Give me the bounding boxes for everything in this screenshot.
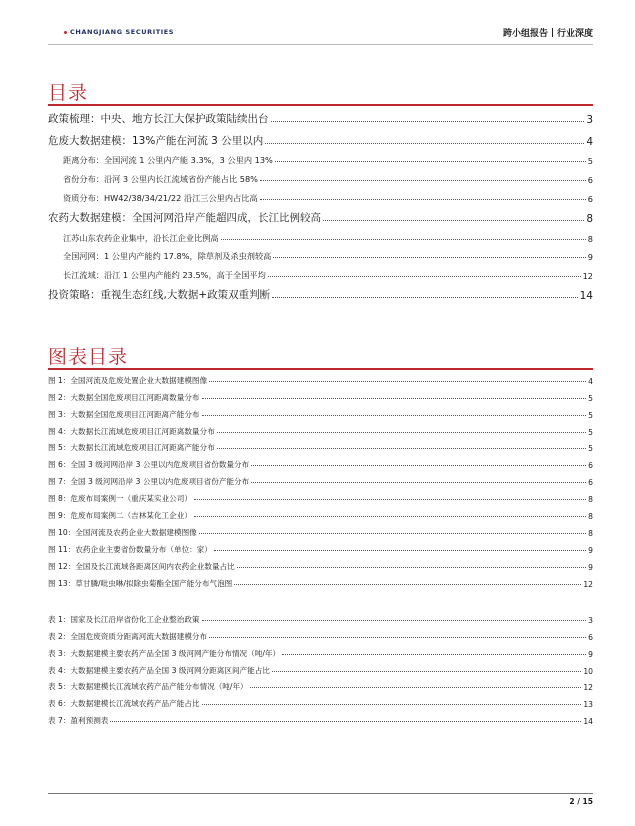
figure-entry[interactable] (48, 555, 593, 572)
toc-entry-page: 6 (587, 174, 593, 185)
figure-entry-page: 9 (588, 562, 593, 572)
figure-entry-page: 9 (588, 545, 593, 555)
figure-entry[interactable] (48, 420, 593, 437)
table-entry-page: 3 (588, 615, 593, 625)
table-entry[interactable] (48, 676, 593, 693)
dot-leader (260, 180, 586, 181)
toc-entry[interactable] (48, 105, 593, 126)
dot-leader (234, 584, 581, 585)
figure-entry[interactable] (48, 437, 593, 454)
figure-entry-label: 图 11：农药企业主要省份数量分布（单位：家） (48, 544, 212, 554)
figure-entry[interactable] (48, 386, 593, 403)
toc-entry[interactable] (48, 126, 593, 147)
figure-entry-label: 图 10：全国河流及农药企业大数据建模图像 (48, 527, 197, 537)
figure-entry-label: 图 5：大数据长江流域危废项目江河距离产能分布 (48, 443, 215, 453)
figure-entry-page: 5 (588, 427, 593, 437)
dot-leader (237, 567, 586, 568)
dot-leader (202, 398, 587, 399)
dot-leader (272, 671, 581, 672)
toc-entry-page: 8 (586, 212, 593, 225)
report-category (503, 26, 593, 39)
table-list (48, 608, 593, 726)
table-entry[interactable] (48, 692, 593, 709)
dot-leader (323, 220, 584, 221)
dot-leader (250, 687, 582, 688)
toc-entry-page: 5 (587, 156, 593, 167)
toc-entry[interactable] (48, 185, 593, 204)
table-entry-page: 6 (588, 632, 593, 642)
company-logo-text: CHANGJIANG SECURITIES (70, 28, 175, 36)
table-entry[interactable] (48, 608, 593, 625)
figure-entry-page: 5 (588, 444, 593, 454)
table-entry-page: 14 (583, 717, 593, 727)
figure-entry-label: 图 12：全国及长江流域各距离区间内农药企业数量占比 (48, 561, 235, 571)
figure-entry-label: 图 8：危废布局案例一（重庆某实业公司） (48, 494, 192, 504)
dot-leader (217, 448, 586, 449)
dot-leader (214, 550, 586, 551)
table-entry-page: 9 (588, 649, 593, 659)
figure-entry-page: 8 (588, 528, 593, 538)
report-group: 跨小组报告 (502, 29, 548, 39)
toc-entry-label: 投资策略：重视生态红线,大数据+政策双重判断 (48, 289, 271, 302)
toc-entry-page: 8 (587, 233, 593, 244)
toc-entry[interactable] (48, 225, 593, 244)
figure-entry-label: 图 9：危废布局案例二（吉林某化工企业） (48, 511, 192, 521)
dot-leader (271, 121, 585, 122)
dot-leader (273, 257, 585, 258)
table-entry-page: 12 (583, 683, 593, 693)
dot-leader (265, 143, 584, 144)
toc-entry-page: 12 (582, 270, 593, 281)
table-entry-label: 表 5：大数据建模长江流域农药产品产能分布情况（吨/年） (48, 682, 248, 692)
figure-entry-label: 图 4：大数据长江流域危废项目江河距离数量分布 (48, 426, 215, 436)
table-entry-label: 表 3：大数据建模主要农药产品全国 3 级河网产能分布情况（吨/年） (48, 648, 281, 658)
table-entry-label: 表 6：大数据建模长江流域农药产品产能占比 (48, 699, 200, 709)
page-header (48, 26, 593, 46)
table-entry[interactable] (48, 625, 593, 642)
dot-leader (202, 415, 587, 416)
figure-entry[interactable] (48, 487, 593, 504)
table-entry-page: 10 (583, 666, 593, 676)
table-entry[interactable] (48, 709, 593, 726)
page-indicator: 2 / 15 (569, 797, 593, 806)
figure-entry-page: 8 (588, 495, 593, 505)
figure-entry[interactable] (48, 521, 593, 538)
footer-divider (48, 793, 593, 794)
dot-leader (110, 721, 581, 722)
figure-entry-page: 5 (588, 393, 593, 403)
dot-leader (202, 620, 587, 621)
figure-entry[interactable] (48, 453, 593, 470)
figure-entry[interactable] (48, 572, 593, 589)
figure-entry-label: 图 6：全国 3 级河网沿岸 3 公里以内危废项目省份数量分布 (48, 460, 250, 470)
table-entry-label: 表 2：全国危废资质分距离河流大数据建模分布 (48, 631, 208, 641)
table-entry[interactable] (48, 659, 593, 676)
dot-leader (272, 297, 577, 298)
figure-entry-label: 图 1：全国河流及危废处置企业大数据建模图像 (48, 375, 208, 385)
toc-list (48, 105, 593, 302)
toc-entry-label: 全国河网：1 公里内产能约 17.8%，除草剂及杀虫剂较高 (63, 251, 272, 262)
report-type: 行业深度 (556, 29, 593, 39)
dot-leader (217, 432, 586, 433)
toc-entry-label: 长江流域：沿江 1 公里内产能约 23.5%，高于全国平均 (63, 269, 266, 280)
dot-leader (268, 276, 581, 277)
figure-entry[interactable] (48, 504, 593, 521)
figure-entry[interactable] (48, 470, 593, 487)
dot-leader (199, 533, 586, 534)
toc-entry-page: 14 (579, 290, 593, 303)
header-divider (48, 44, 593, 45)
figure-entry[interactable] (48, 403, 593, 420)
figure-entry-label: 图 3：大数据全国危废项目江河距离产能分布 (48, 409, 200, 419)
toc-entry-label: 资质分布：HW42/38/34/21/22 沿江三公里内占比高 (63, 192, 258, 203)
table-entry[interactable] (48, 642, 593, 659)
toc-entry-label: 省份分布：沿河 3 公里内长江流域省份产能占比 58% (63, 173, 258, 184)
dot-leader (260, 199, 586, 200)
figure-entry-label: 图 2：大数据全国危废项目江河距离数量分布 (48, 392, 200, 402)
figure-entry-page: 8 (588, 512, 593, 522)
toc-title: 目录 (48, 82, 89, 104)
dot-leader (282, 654, 586, 655)
dot-leader (209, 381, 586, 382)
dot-leader (202, 704, 582, 705)
dot-leader (251, 482, 586, 483)
toc-entry-label: 农药大数据建模：全国河网沿岸产能超四成，长江比例较高 (48, 211, 321, 224)
dot-leader (221, 239, 586, 240)
toc-entry[interactable] (48, 148, 593, 167)
toc-entry-page: 3 (586, 114, 593, 127)
figure-entry-page: 12 (583, 579, 593, 589)
dot-leader (251, 465, 586, 466)
figure-entry-page: 6 (588, 461, 593, 471)
toc-entry[interactable] (48, 281, 593, 302)
toc-entry-page: 4 (586, 135, 593, 148)
dot-leader (194, 516, 586, 517)
toc-entry[interactable] (48, 244, 593, 263)
toc-entry-label: 政策梳理：中央、地方长江大保护政策陆续出台 (48, 113, 269, 126)
figure-entry-page: 4 (588, 376, 593, 386)
toc-entry-label: 距离分布：全国河流 1 公里内产能 3.3%，3 公里内 13% (63, 155, 273, 166)
dot-leader (194, 499, 586, 500)
figure-entry[interactable] (48, 369, 593, 386)
logo-mark-icon (64, 31, 67, 34)
figure-entry-label: 图 7：全国 3 级河网沿岸 3 公里以内危废项目省份产能分布 (48, 477, 250, 487)
toc-entry-label: 危废大数据建模：13%产能在河流 3 公里以内 (48, 134, 264, 147)
dot-leader (275, 161, 586, 162)
table-entry-page: 13 (583, 700, 593, 710)
figures-title: 图表目录 (48, 346, 129, 368)
toc-entry-page: 9 (587, 252, 593, 263)
table-entry-label: 表 4：大数据建模主要农药产品全国 3 级河网分距离区间产能占比 (48, 665, 270, 675)
toc-entry-page: 6 (587, 193, 593, 204)
figure-entry-label: 图 13：草甘膦/吡虫啉/拟除虫菊酯全国产能分布气泡图 (48, 578, 233, 588)
toc-entry[interactable] (48, 262, 593, 281)
header-separator (552, 28, 553, 37)
toc-entry[interactable] (48, 204, 593, 225)
table-entry-label: 表 7：盈利预测表 (48, 716, 109, 726)
toc-entry[interactable] (48, 166, 593, 185)
figure-entry-page: 5 (588, 410, 593, 420)
table-entry-label: 表 1：国家及长江沿岸省份化工企业整治政策 (48, 614, 200, 624)
figure-entry[interactable] (48, 538, 593, 555)
figure-list (48, 369, 593, 589)
toc-entry-label: 江苏山东农药企业集中，沿长江企业比例高 (63, 232, 219, 243)
dot-leader (209, 637, 586, 638)
figure-entry-page: 6 (588, 478, 593, 488)
